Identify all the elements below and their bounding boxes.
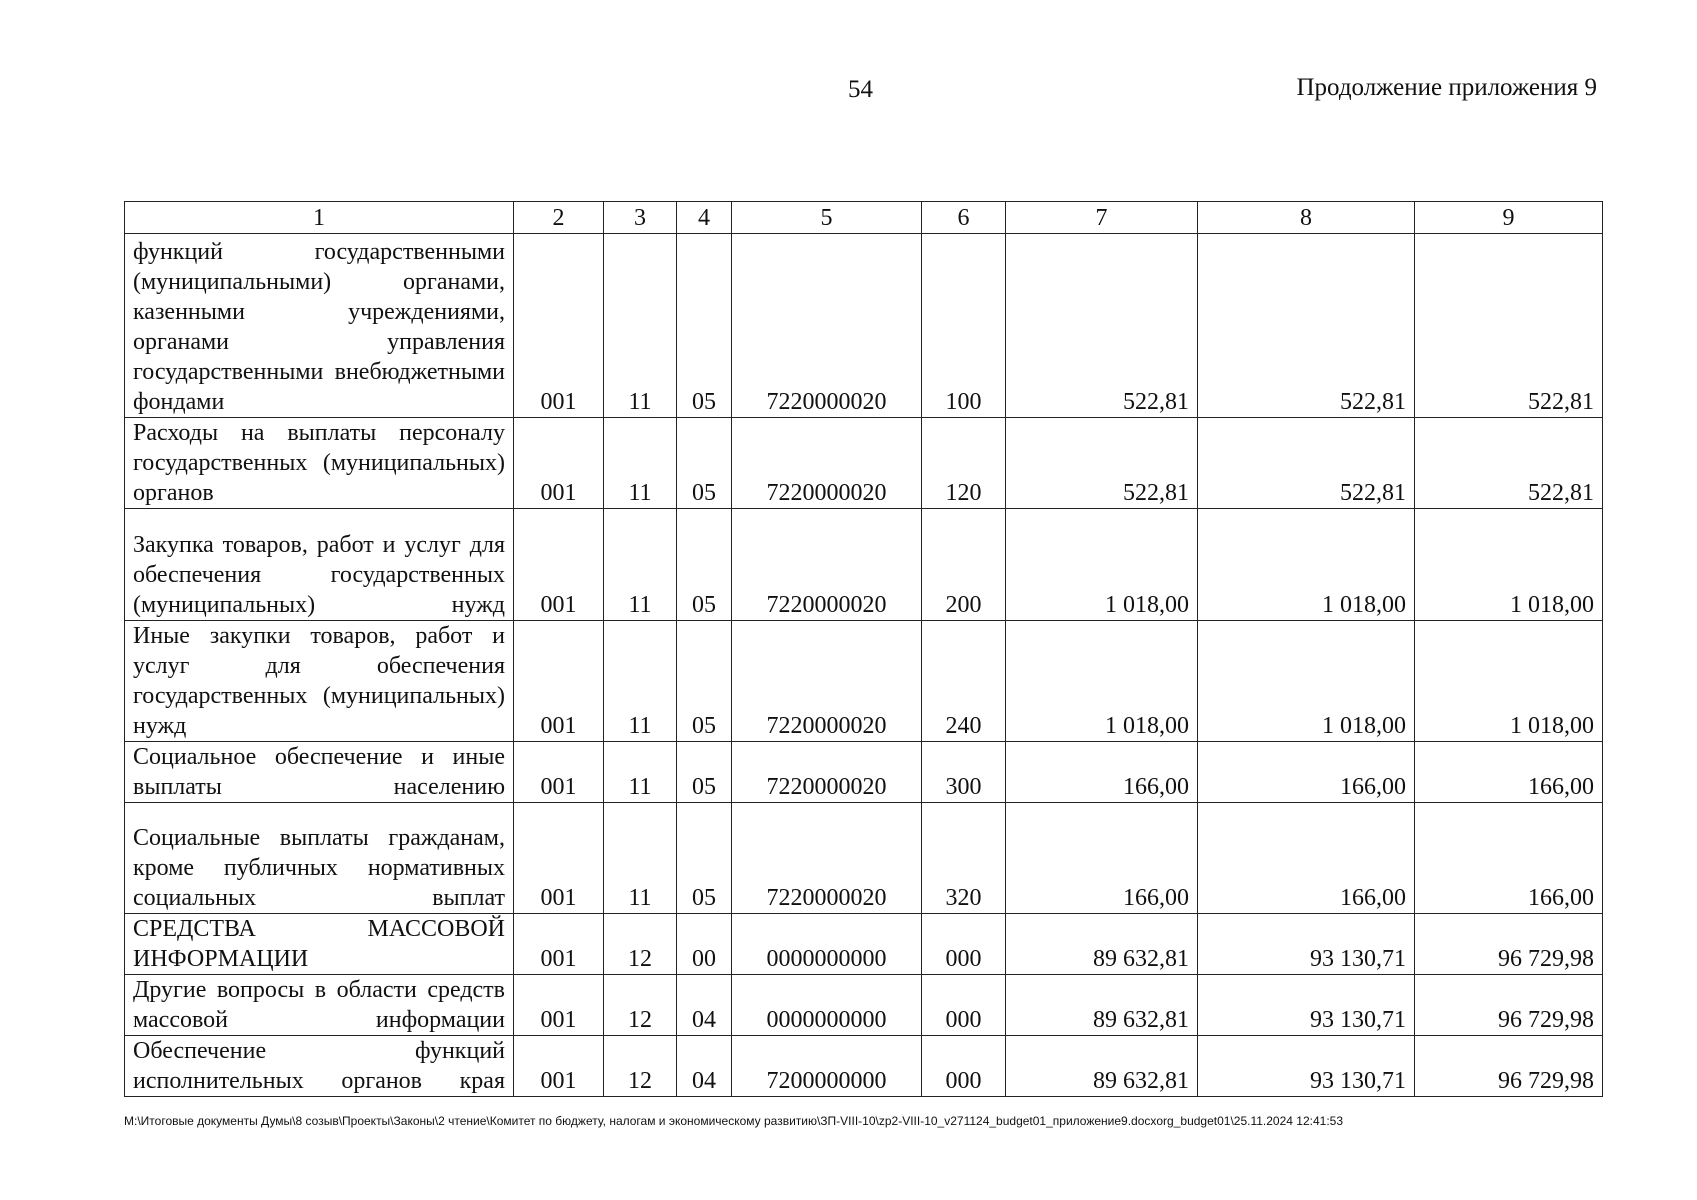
column-header: 7 bbox=[1006, 202, 1198, 234]
appendix-label: Продолжение приложения 9 bbox=[1296, 74, 1597, 101]
cell-c5: 7220000020 bbox=[732, 418, 922, 509]
cell-c9: 96 729,98 bbox=[1415, 914, 1603, 975]
row-description: Другие вопросы в области средств массовой информации bbox=[125, 975, 514, 1036]
cell-c8: 1 018,00 bbox=[1198, 509, 1415, 621]
table-row bbox=[125, 418, 1603, 509]
cell-c4: 05 bbox=[677, 234, 732, 418]
cell-c6: 120 bbox=[922, 418, 1006, 509]
cell-c6: 000 bbox=[922, 975, 1006, 1036]
row-description: функций государственными (муниципальными) органами, казенными учреждениями, органами управления государственными внебюджетными фондами bbox=[125, 234, 514, 418]
cell-c4: 05 bbox=[677, 803, 732, 914]
cell-c8: 522,81 bbox=[1198, 418, 1415, 509]
table-row bbox=[125, 621, 1603, 742]
row-description: Закупка товаров, работ и услуг для обеспечения государственных (муниципальных) нужд bbox=[125, 509, 514, 621]
cell-c8: 1 018,00 bbox=[1198, 621, 1415, 742]
cell-c6: 100 bbox=[922, 234, 1006, 418]
table-row bbox=[125, 803, 1603, 914]
cell-c2: 001 bbox=[514, 1036, 604, 1097]
cell-c6: 000 bbox=[922, 914, 1006, 975]
column-header: 9 bbox=[1415, 202, 1603, 234]
cell-c7: 89 632,81 bbox=[1006, 1036, 1198, 1097]
column-header: 8 bbox=[1198, 202, 1415, 234]
cell-c8: 522,81 bbox=[1198, 234, 1415, 418]
cell-c2: 001 bbox=[514, 234, 604, 418]
row-description: Расходы на выплаты персоналу государственных (муниципальных) органов bbox=[125, 418, 514, 509]
cell-c4: 04 bbox=[677, 1036, 732, 1097]
cell-c7: 89 632,81 bbox=[1006, 975, 1198, 1036]
cell-c7: 166,00 bbox=[1006, 803, 1198, 914]
row-description: Социальные выплаты гражданам, кроме публичных нормативных социальных выплат bbox=[125, 803, 514, 914]
budget-table bbox=[124, 201, 1603, 1097]
cell-c4: 04 bbox=[677, 975, 732, 1036]
cell-c6: 000 bbox=[922, 1036, 1006, 1097]
cell-c3: 12 bbox=[604, 1036, 677, 1097]
cell-c8: 166,00 bbox=[1198, 803, 1415, 914]
column-header: 3 bbox=[604, 202, 677, 234]
cell-c3: 11 bbox=[604, 742, 677, 803]
table-row bbox=[125, 742, 1603, 803]
column-header: 1 bbox=[125, 202, 514, 234]
cell-c8: 166,00 bbox=[1198, 742, 1415, 803]
cell-c4: 05 bbox=[677, 418, 732, 509]
row-description: СРЕДСТВА МАССОВОЙ ИНФОРМАЦИИ bbox=[125, 914, 514, 975]
table-row bbox=[125, 1036, 1603, 1097]
cell-c9: 96 729,98 bbox=[1415, 975, 1603, 1036]
row-description: Социальное обеспечение и иные выплаты населению bbox=[125, 742, 514, 803]
cell-c4: 05 bbox=[677, 621, 732, 742]
cell-c2: 001 bbox=[514, 803, 604, 914]
cell-c9: 1 018,00 bbox=[1415, 621, 1603, 742]
cell-c5: 7220000020 bbox=[732, 234, 922, 418]
cell-c7: 1 018,00 bbox=[1006, 509, 1198, 621]
cell-c5: 0000000000 bbox=[732, 914, 922, 975]
cell-c9: 1 018,00 bbox=[1415, 509, 1603, 621]
cell-c2: 001 bbox=[514, 621, 604, 742]
cell-c7: 1 018,00 bbox=[1006, 621, 1198, 742]
cell-c2: 001 bbox=[514, 418, 604, 509]
cell-c3: 12 bbox=[604, 914, 677, 975]
cell-c3: 11 bbox=[604, 621, 677, 742]
cell-c2: 001 bbox=[514, 975, 604, 1036]
cell-c6: 300 bbox=[922, 742, 1006, 803]
cell-c6: 320 bbox=[922, 803, 1006, 914]
cell-c7: 166,00 bbox=[1006, 742, 1198, 803]
row-description: Иные закупки товаров, работ и услуг для обеспечения государственных (муниципальных) нужд bbox=[125, 621, 514, 742]
row-description: Обеспечение функций исполнительных органов края bbox=[125, 1036, 514, 1097]
cell-c2: 001 bbox=[514, 509, 604, 621]
cell-c7: 89 632,81 bbox=[1006, 914, 1198, 975]
cell-c5: 7200000000 bbox=[732, 1036, 922, 1097]
cell-c9: 522,81 bbox=[1415, 234, 1603, 418]
cell-c3: 11 bbox=[604, 509, 677, 621]
cell-c4: 05 bbox=[677, 742, 732, 803]
column-header: 5 bbox=[732, 202, 922, 234]
cell-c5: 7220000020 bbox=[732, 803, 922, 914]
page-number: 54 bbox=[848, 76, 873, 103]
cell-c7: 522,81 bbox=[1006, 418, 1198, 509]
cell-c2: 001 bbox=[514, 742, 604, 803]
cell-c5: 7220000020 bbox=[732, 509, 922, 621]
cell-c3: 12 bbox=[604, 975, 677, 1036]
cell-c6: 200 bbox=[922, 509, 1006, 621]
file-path-footer: M:\Итоговые документы Думы\8 созыв\Проекты\Законы\2 чтение\Комитет по бюджету, налогам и экономическому развитию\ЗП-VIII-10\zp2-VIII-10_v271124_budget01_приложение9.docxorg_budget01\25.11.2024 12:41:53 bbox=[124, 1114, 1344, 1128]
table-row bbox=[125, 914, 1603, 975]
cell-c9: 166,00 bbox=[1415, 742, 1603, 803]
table-header-row bbox=[125, 202, 1603, 234]
cell-c7: 522,81 bbox=[1006, 234, 1198, 418]
cell-c6: 240 bbox=[922, 621, 1006, 742]
column-header: 6 bbox=[922, 202, 1006, 234]
cell-c5: 7220000020 bbox=[732, 621, 922, 742]
cell-c3: 11 bbox=[604, 418, 677, 509]
cell-c5: 7220000020 bbox=[732, 742, 922, 803]
table-row bbox=[125, 234, 1603, 418]
column-header: 2 bbox=[514, 202, 604, 234]
cell-c9: 166,00 bbox=[1415, 803, 1603, 914]
cell-c2: 001 bbox=[514, 914, 604, 975]
cell-c9: 522,81 bbox=[1415, 418, 1603, 509]
table-row bbox=[125, 509, 1603, 621]
cell-c8: 93 130,71 bbox=[1198, 1036, 1415, 1097]
column-header: 4 bbox=[677, 202, 732, 234]
cell-c4: 00 bbox=[677, 914, 732, 975]
table-row bbox=[125, 975, 1603, 1036]
cell-c3: 11 bbox=[604, 234, 677, 418]
cell-c4: 05 bbox=[677, 509, 732, 621]
cell-c9: 96 729,98 bbox=[1415, 1036, 1603, 1097]
cell-c8: 93 130,71 bbox=[1198, 914, 1415, 975]
cell-c8: 93 130,71 bbox=[1198, 975, 1415, 1036]
cell-c3: 11 bbox=[604, 803, 677, 914]
cell-c5: 0000000000 bbox=[732, 975, 922, 1036]
